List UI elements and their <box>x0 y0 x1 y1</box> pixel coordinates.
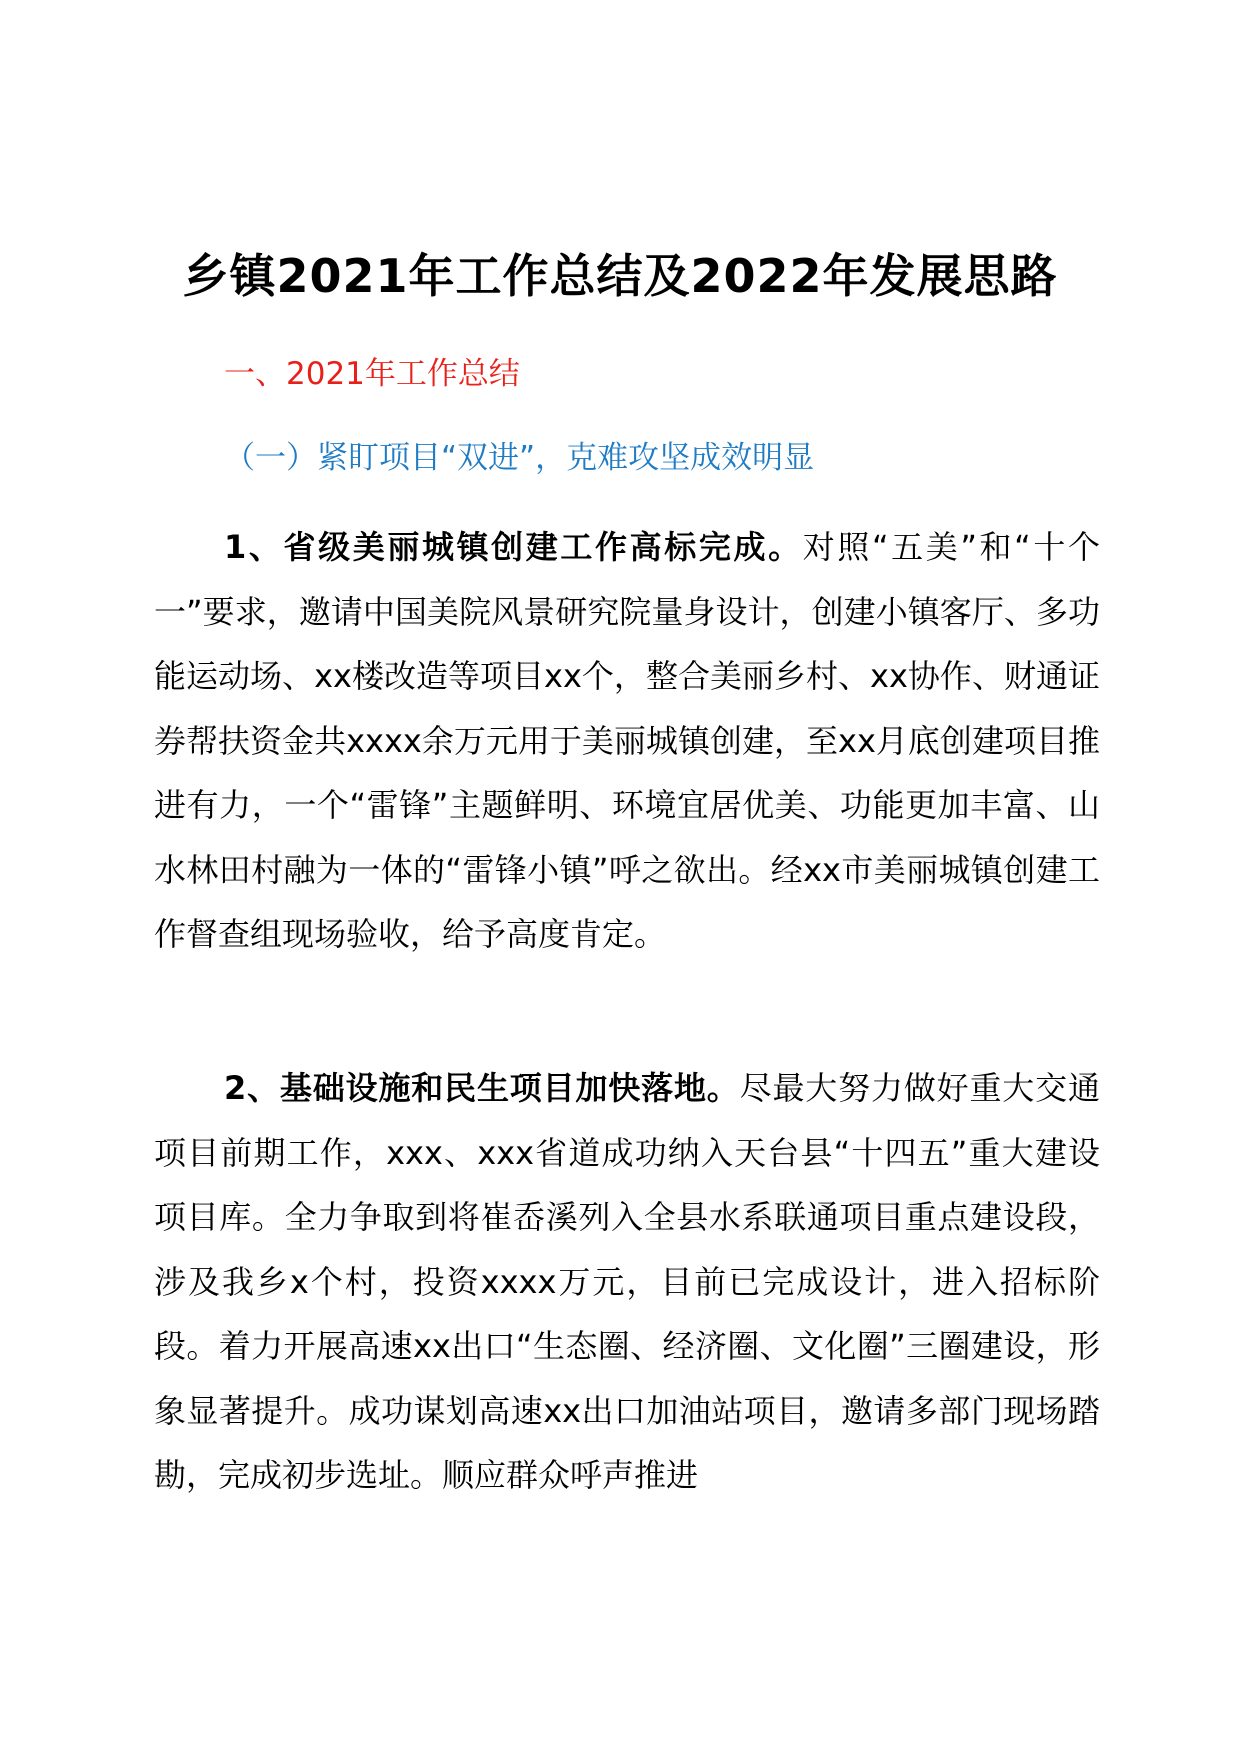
paragraph-2-body: 尽最大努力做好重大交通项目前期工作，xxx、xxx省道成功纳入天台县“十四五”重大建设项目库。全力争取到将崔岙溪列入全县水系联通项目重点建设段，涉及我乡x个村，投资xxxx万元，目前已完成设计，进入招标阶段。着力开展高速xx出口“生态圈、经济圈、文化圈”三圈建设，形象显著提升。成功谋划高速xx出口加油站项目，邀请多部门现场踏勘，完成初步选址。顺应群众呼声推进 <box>154 1069 1100 1494</box>
paragraph-2-lead: 2、基础设施和民生项目加快落地。 <box>224 1069 740 1107</box>
section-heading: 一、2021年工作总结 <box>224 356 520 392</box>
paragraph-1 <box>154 515 1100 967</box>
document-title: 乡镇2021年工作总结及2022年发展思路 <box>182 249 1058 303</box>
paragraph-1-body: 对照“五美”和“十个一”要求，邀请中国美院风景研究院量身设计，创建小镇客厅、多功能运动场、xx楼改造等项目xx个，整合美丽乡村、xx协作、财通证券帮扶资金共xxxx余万元用于美丽城镇创建，至xx月底创建项目推进有力，一个“雷锋”主题鲜明、环境宜居优美、功能更加丰富、山水林田村融为一体的“雷锋小镇”呼之欲出。经xx市美丽城镇创建工作督查组现场验收，给予高度肯定。 <box>154 528 1100 953</box>
paragraph-1-lead: 1、省级美丽城镇创建工作高标完成。 <box>224 528 803 566</box>
paragraph-2 <box>154 1056 1100 1508</box>
sub-heading: （一）紧盯项目“双进”，克难攻坚成效明显 <box>224 440 815 476</box>
